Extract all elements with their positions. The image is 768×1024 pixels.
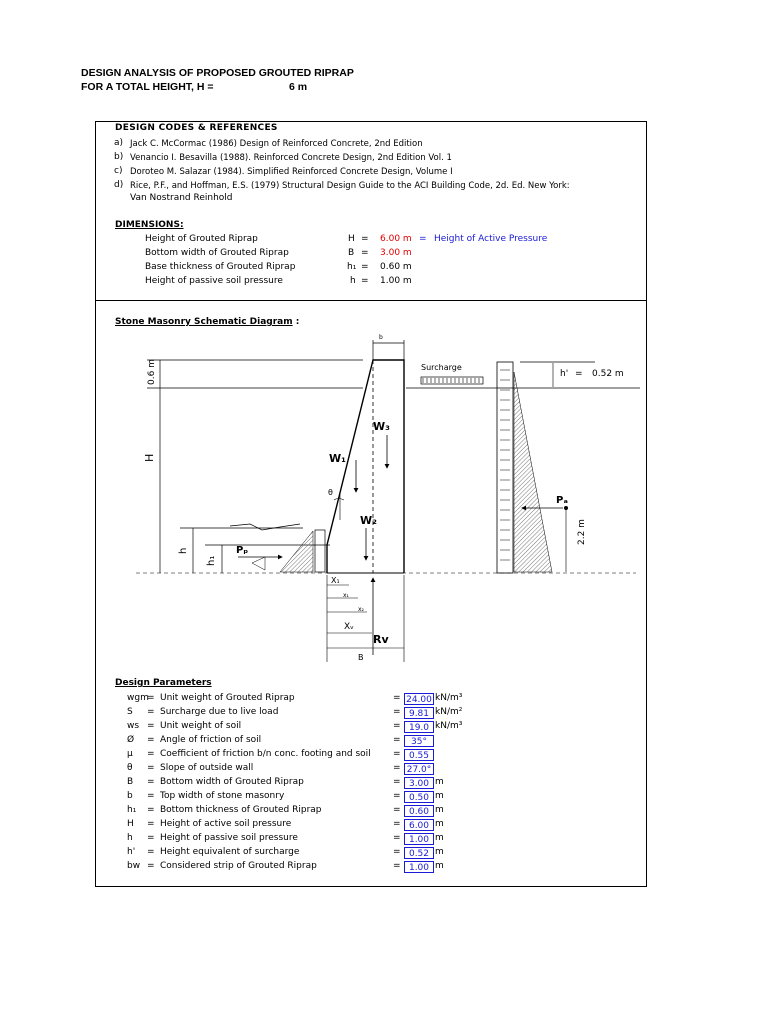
codes-title: DESIGN CODES & REFERENCES bbox=[115, 123, 278, 133]
x1-label: X₁ bbox=[331, 576, 340, 585]
dim-label-height: Height of Grouted Riprap bbox=[145, 234, 258, 244]
param-symbol: B bbox=[127, 777, 134, 787]
param-description: Unit weight of Grouted Riprap bbox=[160, 693, 295, 703]
doc-title-line1: DESIGN ANALYSIS OF PROPOSED GROUTED RIPRAP bbox=[81, 67, 354, 79]
param-symbol: b bbox=[127, 791, 133, 801]
param-value-input[interactable]: 24.00 bbox=[404, 693, 434, 705]
code-a-letter: a) bbox=[114, 138, 124, 148]
param-symbol: h' bbox=[127, 847, 136, 857]
dim-eq: = bbox=[361, 262, 369, 272]
param-eq: = bbox=[147, 791, 155, 801]
dim-b-label: b bbox=[379, 334, 383, 341]
param-unit: m bbox=[435, 847, 444, 857]
dim-sym-H: H bbox=[348, 234, 355, 244]
param-eq: = bbox=[393, 707, 401, 717]
params-title: Design Parameters bbox=[115, 678, 212, 688]
param-unit: m bbox=[435, 777, 444, 787]
code-b-letter: b) bbox=[114, 152, 124, 162]
code-b-text: Venancio I. Besavilla (1988). Reinforced Concrete Design, 2nd Edition Vol. 1 bbox=[130, 153, 452, 163]
surcharge-label: Surcharge bbox=[421, 363, 462, 372]
param-symbol: θ bbox=[127, 763, 133, 773]
dim-label-base-thickness: Base thickness of Grouted Riprap bbox=[145, 262, 296, 272]
param-symbol: bw bbox=[127, 861, 141, 871]
param-eq: = bbox=[147, 805, 155, 815]
param-eq: = bbox=[147, 861, 155, 871]
theta-label: θ bbox=[328, 488, 333, 497]
param-eq: = bbox=[147, 693, 155, 703]
param-eq: = bbox=[393, 735, 401, 745]
param-value-input[interactable]: 0.60 bbox=[404, 805, 434, 817]
param-description: Unit weight of soil bbox=[160, 721, 242, 731]
param-value-input[interactable]: 9.81 bbox=[404, 707, 434, 719]
dim-h1-label: h₁ bbox=[206, 555, 217, 566]
W3-label: W₃ bbox=[373, 420, 390, 433]
dim-value-bottom-width: 3.00 m bbox=[380, 248, 412, 258]
param-symbol: h bbox=[127, 833, 133, 843]
param-eq: = bbox=[393, 805, 401, 815]
dim-eq: = bbox=[361, 234, 369, 244]
x2-label: x₂ bbox=[358, 606, 364, 613]
param-eq: = bbox=[147, 847, 155, 857]
param-symbol: S bbox=[127, 707, 133, 717]
dim-h-label: h bbox=[178, 547, 189, 554]
param-value-input[interactable]: 27.0° bbox=[404, 763, 434, 775]
doc-title-height-value: 6 m bbox=[289, 81, 308, 93]
param-description: Height of active soil pressure bbox=[160, 819, 292, 829]
Rv-label: Rv bbox=[373, 633, 389, 646]
param-description: Coefficient of friction b/n conc. footing and soil bbox=[160, 749, 371, 759]
param-unit: m bbox=[435, 791, 444, 801]
dim-H-label: H bbox=[143, 453, 156, 462]
dim-label-bottom-width: Bottom width of Grouted Riprap bbox=[145, 248, 289, 258]
param-eq: = bbox=[147, 707, 155, 717]
param-description: Height of passive soil pressure bbox=[160, 833, 298, 843]
Pp-label: Pₚ bbox=[236, 545, 249, 556]
param-eq: = bbox=[393, 763, 401, 773]
param-description: Bottom width of Grouted Riprap bbox=[160, 777, 304, 787]
param-description: Height equivalent of surcharge bbox=[160, 847, 300, 857]
Pa-label: Pₐ bbox=[556, 495, 568, 506]
param-value-input[interactable]: 0.55 bbox=[404, 749, 434, 761]
param-unit: m bbox=[435, 861, 444, 871]
param-unit: kN/m³ bbox=[435, 693, 463, 703]
param-eq: = bbox=[147, 763, 155, 773]
param-value-input[interactable]: 1.00 bbox=[404, 833, 434, 845]
param-value-input[interactable]: 0.50 bbox=[404, 791, 434, 803]
param-unit: m bbox=[435, 819, 444, 829]
x1-small-label: x₁ bbox=[343, 592, 349, 599]
param-unit: m bbox=[435, 805, 444, 815]
diagram-title: Stone Masonry Schematic Diagram : bbox=[115, 317, 300, 327]
dim-value-base-thickness: 0.60 m bbox=[380, 262, 412, 272]
code-d-text: Rice, P.F., and Hoffman, E.S. (1979) Structural Design Guide to the ACI Building Code, 2d. Ed. New York: bbox=[130, 181, 570, 191]
param-eq: = bbox=[393, 693, 401, 703]
W1-label: W₁ bbox=[329, 452, 346, 465]
dim-2-2-label: 2.2 m bbox=[577, 519, 587, 545]
param-eq: = bbox=[147, 819, 155, 829]
code-d-continuation: Van Nostrand Reinhold bbox=[130, 193, 233, 203]
dim-sym-h: h bbox=[350, 276, 356, 286]
dim-sym-h1: h₁ bbox=[347, 262, 357, 272]
param-symbol: wgm bbox=[127, 693, 149, 703]
code-a-text: Jack C. McCormac (1986) Design of Reinforced Concrete, 2nd Edition bbox=[130, 139, 423, 149]
param-unit: kN/m³ bbox=[435, 721, 463, 731]
dim-sym-B: B bbox=[348, 248, 355, 258]
param-eq: = bbox=[393, 861, 401, 871]
param-eq: = bbox=[393, 777, 401, 787]
dim-eq: = bbox=[361, 276, 369, 286]
param-description: Angle of friction of soil bbox=[160, 735, 262, 745]
param-unit: m bbox=[435, 833, 444, 843]
param-symbol: Ø bbox=[127, 735, 135, 745]
hprime-value: 0.52 m bbox=[592, 369, 624, 379]
dim-top-label: 0.6 m bbox=[147, 359, 157, 385]
param-value-input[interactable]: 1.00 bbox=[404, 861, 434, 873]
param-eq: = bbox=[393, 847, 401, 857]
dim-value-passive-height: 1.00 m bbox=[380, 276, 412, 286]
param-eq: = bbox=[147, 777, 155, 787]
param-eq: = bbox=[147, 735, 155, 745]
param-description: Slope of outside wall bbox=[160, 763, 254, 773]
param-symbol: ws bbox=[127, 721, 140, 731]
param-symbol: h₁ bbox=[127, 805, 137, 815]
param-value-input[interactable]: 3.00 bbox=[404, 777, 434, 789]
param-description: Top width of stone masonry bbox=[160, 791, 285, 801]
hprime-label: h' bbox=[560, 369, 569, 379]
dimensions-title: DIMENSIONS: bbox=[115, 220, 184, 230]
dim-label-passive-height: Height of passive soil pressure bbox=[145, 276, 283, 286]
param-value-input[interactable]: 19.0 bbox=[404, 721, 434, 733]
param-eq: = bbox=[147, 749, 155, 759]
param-eq: = bbox=[393, 749, 401, 759]
code-d-letter: d) bbox=[114, 180, 124, 190]
param-value-input[interactable]: 6.00 bbox=[404, 819, 434, 831]
param-eq: = bbox=[147, 721, 155, 731]
param-value-input[interactable]: 35° bbox=[404, 735, 434, 747]
param-symbol: μ bbox=[127, 749, 133, 759]
B-label: B bbox=[358, 653, 364, 662]
param-eq: = bbox=[393, 833, 401, 843]
param-description: Considered strip of Grouted Riprap bbox=[160, 861, 317, 871]
code-c-text: Doroteo M. Salazar (1984). Simplified Reinforced Concrete Design, Volume I bbox=[130, 167, 453, 177]
param-eq: = bbox=[393, 721, 401, 731]
dim-eq: = bbox=[361, 248, 369, 258]
param-eq: = bbox=[393, 791, 401, 801]
param-value-input[interactable]: 0.52 bbox=[404, 847, 434, 859]
hprime-eq: = bbox=[575, 369, 583, 379]
code-c-letter: c) bbox=[114, 166, 123, 176]
param-symbol: H bbox=[127, 819, 134, 829]
param-unit: kN/m² bbox=[435, 707, 463, 717]
param-eq: = bbox=[147, 833, 155, 843]
dim-note-eq: = bbox=[419, 234, 427, 244]
doc-title-line2: FOR A TOTAL HEIGHT, H = bbox=[81, 81, 214, 93]
W2-label: W₂ bbox=[360, 514, 377, 527]
xv-label: Xᵥ bbox=[344, 622, 354, 632]
dim-note-active-pressure: Height of Active Pressure bbox=[434, 234, 548, 244]
dim-value-height: 6.00 m bbox=[380, 234, 412, 244]
param-eq: = bbox=[393, 819, 401, 829]
param-description: Bottom thickness of Grouted Riprap bbox=[160, 805, 322, 815]
param-description: Surcharge due to live load bbox=[160, 707, 279, 717]
